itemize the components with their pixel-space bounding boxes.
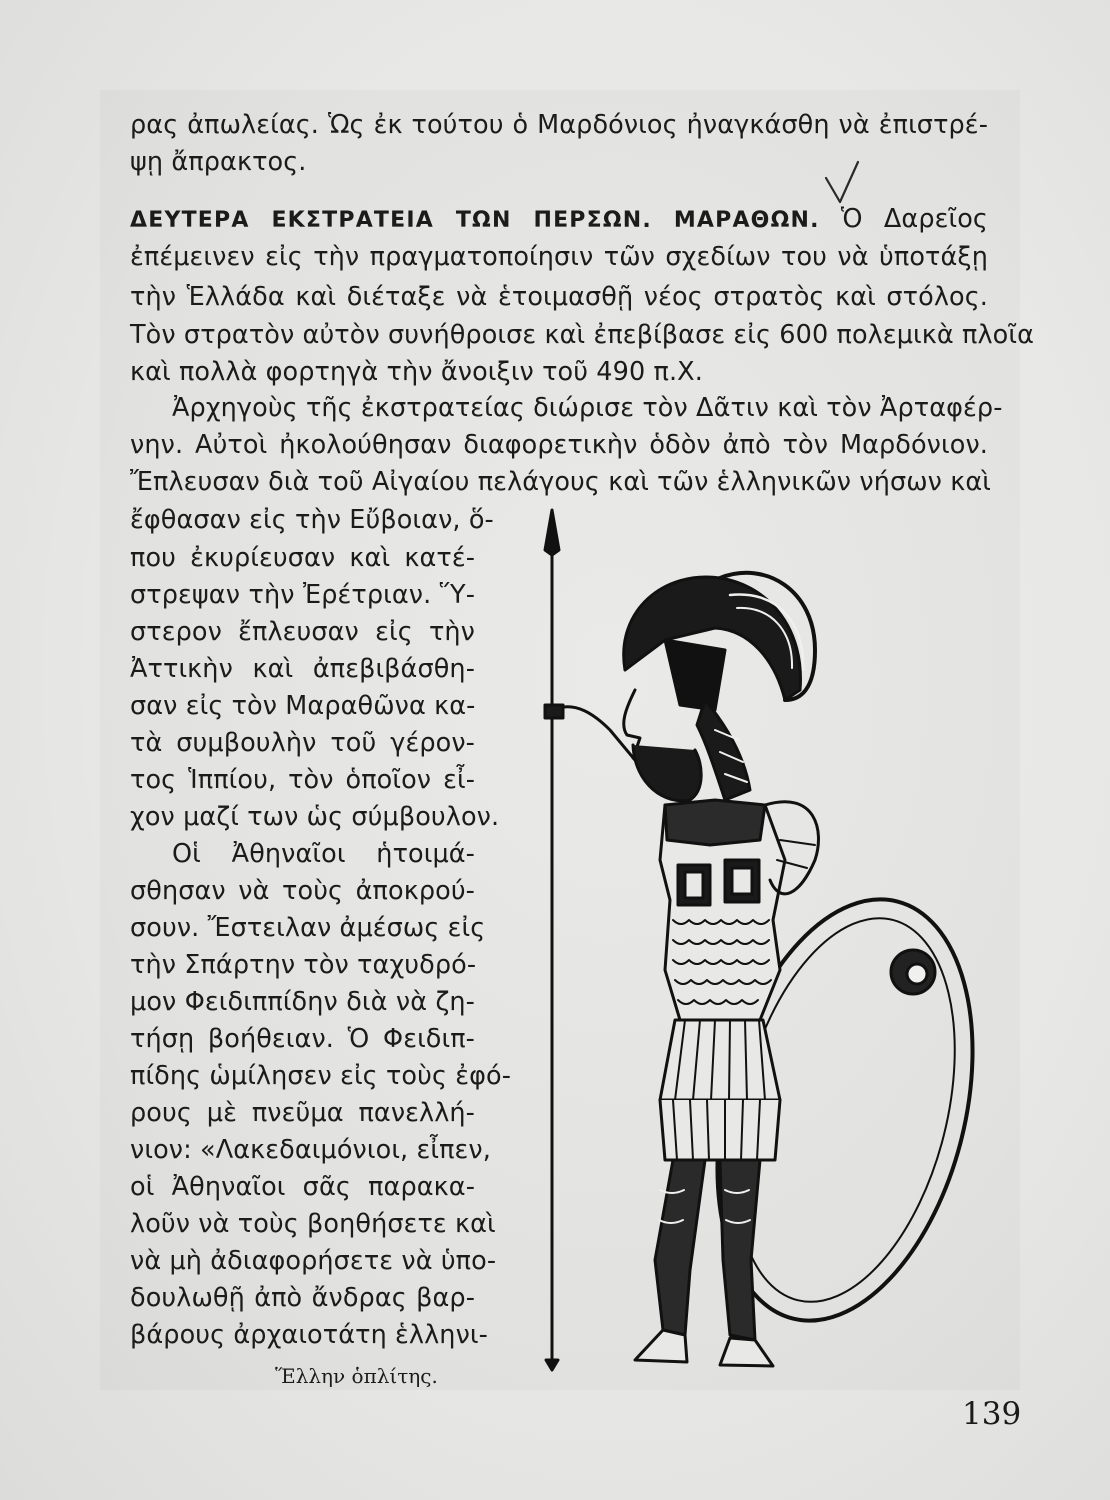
text-line: σαν εἰς τὸν Μαραθῶνα κα-	[130, 691, 476, 721]
text-line: τὰ συμβουλὴν τοῦ γέρον-	[130, 728, 475, 758]
text-line: σουν. Ἔστειλαν ἀμέσως εἰς	[130, 913, 486, 943]
text-line: δουλωθῇ ἀπὸ ἄνδρας βαρ-	[130, 1283, 475, 1313]
text-line: τὴν Σπάρτην τὸν ταχυδρό-	[130, 950, 477, 980]
page-number: 139	[962, 1396, 1022, 1432]
leg-back	[720, 1160, 760, 1340]
hand	[553, 707, 635, 760]
text-line: σθησαν νὰ τοὺς ἀποκρού-	[130, 876, 475, 906]
text-line: λοῦν νὰ τοὺς βοηθήσετε καὶ	[130, 1209, 496, 1239]
hoplite-illustration	[515, 500, 985, 1380]
text-line: μον Φειδιππίδην διὰ νὰ ζη-	[130, 987, 475, 1017]
text-line: πίδης ὡμίλησεν εἰς τοὺς ἐφό-	[130, 1061, 512, 1091]
text-line: καὶ πολλὰ φορτηγὰ τὴν ἄνοιξιν τοῦ 490 π.Χ.	[130, 357, 703, 387]
text-line: νὰ μὴ ἀδιαφορήσετε νὰ ὑπο-	[130, 1246, 497, 1276]
text-line: οἱ Ἀθηναῖοι σᾶς παρακα-	[130, 1172, 475, 1202]
text-line: τήσῃ βοήθειαν. Ὁ Φειδιπ-	[130, 1024, 475, 1054]
text-line: στρεψαν τὴν Ἐρέτριαν. Ὕ-	[130, 580, 475, 610]
text-line: ἔφθασαν εἰς τὴν Εὔβοιαν, ὅ-	[130, 505, 494, 535]
text-line: ρας ἀπωλείας. Ὡς ἐκ τούτου ὁ Μαρδόνιος ἠναγκάσθη νὰ ἐπιστρέ-	[130, 110, 988, 140]
text-line: χον μαζί των ὡς σύμβουλον.	[130, 802, 500, 832]
text-line: βάρους ἀρχαιοτάτη ἑλληνι-	[130, 1320, 488, 1350]
text-line: νην. Αὐτοὶ ἠκολούθησαν διαφορετικὴν ὁδὸν ἀπὸ τὸν Μαρδόνιον.	[130, 430, 988, 460]
text-line: Τὸν στρατὸν αὐτὸν συνήθροισε καὶ ἐπεβίβασε εἰς 600 πολεμικὰ πλοῖα	[130, 320, 1034, 350]
text-line: που ἐκυρίευσαν καὶ κατέ-	[130, 543, 475, 573]
text-line: στερον ἔπλευσαν εἰς τὴν	[130, 617, 475, 647]
section-heading: ΔΕΥΤΕΡΑ ΕΚΣΤΡΑΤΕΙΑ ΤΩΝ ΠΕΡΣΩΝ. ΜΑΡΑΘΩΝ.	[130, 208, 820, 233]
text-line: Ἔπλευσαν διὰ τοῦ Αἰγαίου πελάγους καὶ τῶν ἑλληνικῶν νήσων καὶ	[130, 467, 991, 497]
feet	[635, 1330, 687, 1362]
leg-front	[655, 1160, 705, 1335]
spear	[545, 510, 559, 555]
beard	[633, 745, 701, 801]
text-line: Ὁ Δαρεῖος	[840, 204, 988, 234]
figure-caption: Ἕλλην ὁπλίτης.	[275, 1364, 438, 1388]
text-line: ψῃ ἄπρακτος.	[130, 147, 307, 177]
text-line: ἐπέμεινεν εἰς τὴν πραγματοποίησιν τῶν σχεδίων του νὰ ὑποτάξῃ	[130, 242, 988, 272]
text-line: τὴν Ἑλλάδα καὶ διέταξε νὰ ἑτοιμασθῇ νέος στρατὸς καὶ στόλος.	[130, 282, 988, 312]
text-line: Οἱ Ἀθηναῖοι ἡτοιμά-	[172, 839, 475, 869]
text-line: τος Ἱππίου, τὸν ὁποῖον εἶ-	[130, 765, 475, 795]
text-line: νιον: «Λακεδαιμόνιοι, εἶπεν,	[130, 1135, 491, 1165]
text-line: Ἀττικὴν καὶ ἀπεβιβάσθη-	[130, 654, 475, 684]
text-line: ρους μὲ πνεῦμα πανελλή-	[130, 1098, 475, 1128]
handwritten-checkmark	[822, 160, 862, 206]
section-heading-line	[130, 202, 988, 238]
text-line: Ἀρχηγοὺς τῆς ἐκστρατείας διώρισε τὸν Δᾶτιν καὶ τὸν Ἀρταφέρ-	[172, 393, 1003, 423]
